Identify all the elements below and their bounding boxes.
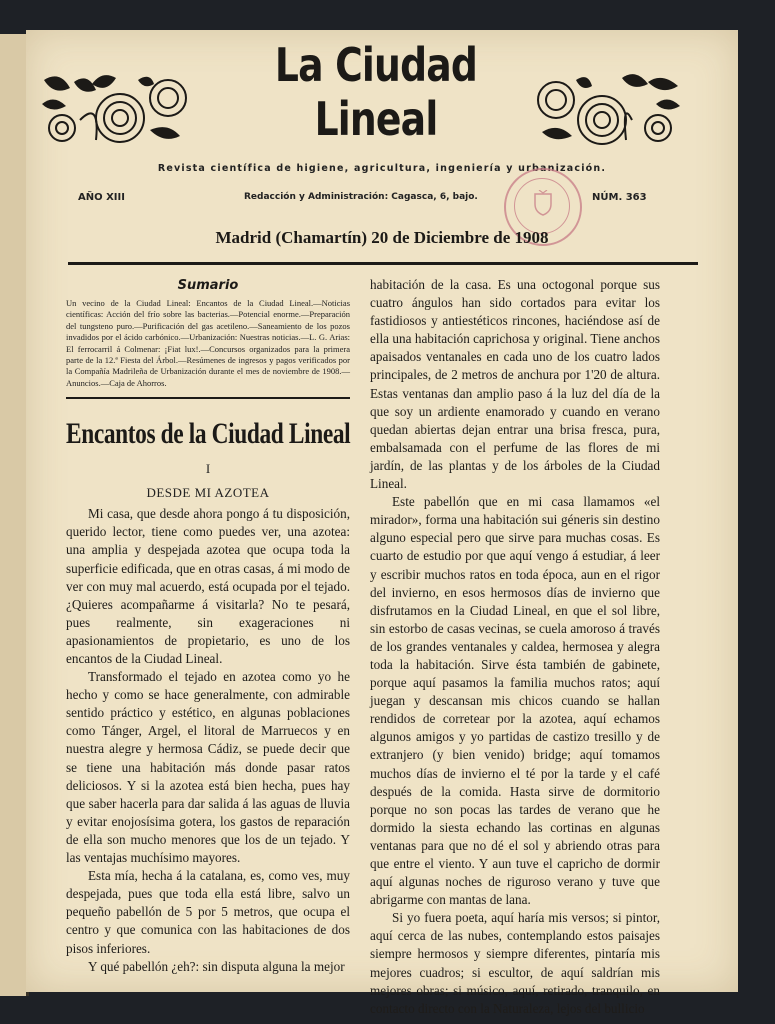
right-column	[370, 276, 660, 1018]
article-title: Encantos de la Ciudad Lineal	[66, 417, 351, 451]
article-paragraph: Y qué pabellón ¿eh?: sin disputa alguna la mejor	[88, 958, 345, 974]
article-section: DESDE MI AZOTEA	[146, 485, 270, 501]
article-paragraph: Si yo fuera poeta, aquí haría mis versos; si pintor, aquí cerca de las nubes, contemplando estos paisajes siempre hermosos y siempre diferentes, pintaría mis mejores cuadros; si escultor, de aquí saldrían mis mejores obras; si músico, aquí, retirado, tranquilo, en contacto directo con la Naturaleza, lejos del bullicio	[370, 910, 660, 1016]
article-paragraph: Mi casa, que desde ahora pongo á tu disposición, querido lector, tiene como puedes ver, una azotea: una amplia y despejada azotea que ocupa toda la superficie edificada, que en otras casas, á mi modo de ver con muy mal acuerdo, está ocupada por el tejado. ¿Quieres acompañarme á visitarla? No te pesará, pues realmente, sin exageraciones ni apasionamientos de propietario, es uno de los encantos de la Ciudad Lineal.	[66, 506, 350, 666]
issue-number: NÚM. 363	[592, 192, 647, 203]
issue-year: AÑO XIII	[78, 192, 125, 203]
article-paragraph: Transformado el tejado en azotea como yo he hecho y como se hace generalmente, con admirable sentido práctico y estético, en algunas poblaciones como Tánger, Argel, el litoral de Marruecos y en nuestra alegre y hermosa Cádiz, se puede decir que se tiene una habitación más donde pasar ratos deliciosos. Y si la azotea está bien hecha, pues hay que saber hacerla para dar salida á las aguas de lluvia y evitar enojosísima gotera, los gastos de reparación de ella son mucho menores que los de un tejado. Y las ventajas muchísimo mayores.	[66, 669, 350, 866]
summary-text: Un vecino de la Ciudad Lineal: Encantos de la Ciudad Lineal.—Noticias científicas: Acción del frío sobre las bacterias.—Potencial enorme.—Preparación del tungsteno puro.—Purificación del gas acetileno.—Saneamiento de los pozos invadidos por el ácido carbónico.—Urbanización: Nuestras noticias.—L. G. Arias: El ferrocarril á Colmenar: ¡Fiat lux!.—Concursos organizados para la primera parte de la 12.ª Fiesta del Árbol.—Resúmenes de ingresos y pagos verificados por la Compañía Madrileña de Urbanización durante el mes de noviembre de 1908.—Anuncios.—Caja de Ahorros.	[66, 298, 350, 388]
summary-heading: Sumario	[177, 278, 239, 293]
rose-ornament-right-icon	[532, 70, 682, 152]
newspaper-title: La Ciudad Lineal	[274, 38, 478, 146]
summary-rule	[66, 397, 350, 399]
book-spine	[0, 34, 29, 996]
article-paragraph: Esta mía, hecha á la catalana, es, como ves, muy despejada, pues que toda ella está libre, salvo un pequeño pabellón de 5 por 5 metros, que ocupa el centro y que comunica con las habitaciones de dos pisos inferiores.	[66, 868, 350, 956]
dateline: Madrid (Chamartín) 20 de Diciembre de 1908	[215, 228, 549, 247]
article-paragraph: habitación de la casa. Es una octogonal porque sus cuatro ángulos han sido cortados para evitar los fastidiosos y antiestéticos rincones, haciéndose así de ella una habitación caprichosa y original. Tiene anchos apaisados ventanales en cada uno de los cuatro lados principales, de 2 metros de anchura por 1'20 de altura. Estas ventanas dan amplio paso á la luz del día de la que soy un ardiente enamorado y cuando en verano quedan abiertas dejan entrar una brisa fresca, pura, embalsamada con el perfume de las flores de mi jardín, de las plantas y de los árboles de la Ciudad Lineal.	[370, 277, 660, 492]
office-address: Redacción y Administración: Cagasca, 6, bajo.	[244, 192, 478, 202]
header-rule	[68, 262, 698, 265]
crest-icon	[533, 190, 553, 216]
newspaper-subtitle: Revista científica de higiene, agricultura, ingeniería y urbanización.	[157, 163, 607, 174]
newspaper-page	[26, 30, 738, 1016]
article-paragraph: Este pabellón que en mi casa llamamos «el mirador», forma una habitación sui géneris sin destino alguno especial pero que sirve para muchas cosas. Es cuarto de estudio por que aquí vengo á estudiar, á leer y escribir muchos ratos en toda época, aun en el rigor del invierno, en esos hermosos días de invierno que disfrutamos en la Ciudad Lineal, en que el sol libre, sin estorbo de casas vecinas, se cuela amoroso á través de los grandes ventanales y caldea, hermosea y alegra toda la habitación. Sirve ésta también de gabinete, porque aquí pasamos la familia muchos ratos; aquí juegan y descansan mis chicos cuando se hallan rendidos de corretear por la azotea, aquí echamos algunos amigos y yo partidas de castizo tresillo y de extranjero (y bien venido) bridge; aquí tomamos muchos días de invierno el té por la tarde y el café después de la comida. Hasta sirve de dormitorio porque no son pocas las tardes de verano que he dormido la siesta echando las cortinas en algunas ventanas para que no dé el sol y abriendo otras para que entre el viento. Y aun tuve el capricho de dormir aquí algunas noches de riguroso verano y tuve que abrigarme con mantas de lana.	[370, 494, 660, 908]
left-column	[66, 278, 350, 976]
rose-ornament-left-icon	[40, 70, 190, 152]
article-part: I	[205, 461, 211, 477]
